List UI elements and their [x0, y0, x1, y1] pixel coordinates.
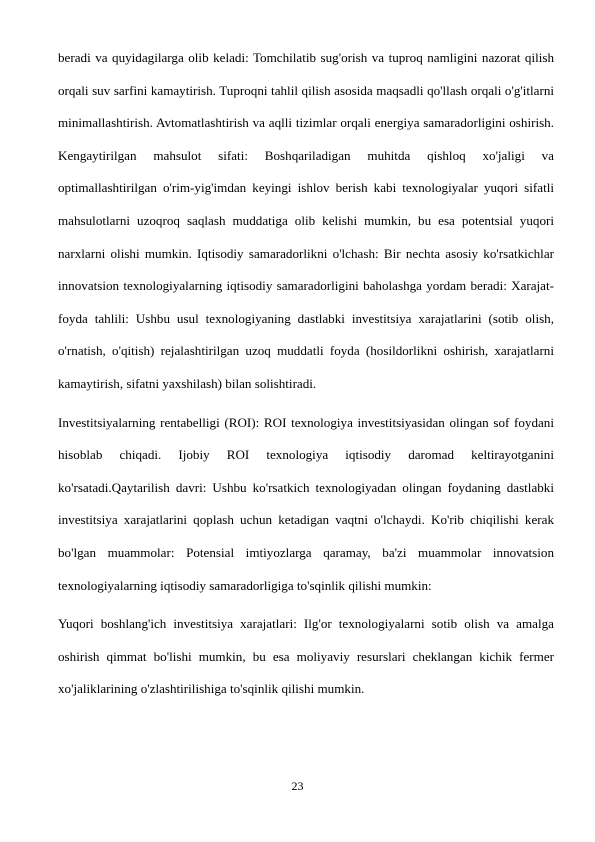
paragraph-1: beradi va quyidagilarga olib keladi: Tomchilatib sug'orish va tuproq namligini nazorat qilish orqali suv sarfini kamaytirish. Tuproqni tahlil qilish asosida maqsadli qo'llash orqali o'g'itlarni minimallashtirish. Avtomatlashtirish va aqlli tizimlar orqali energiya samaradorligini oshirish. Kengaytirilgan mahsulot sifati: Boshqariladigan muhitda qishloq xo'jaligi va optimallashtirilgan o'rim-yig'imdan keyingi ishlov berish kabi texnologiyalar yuqori sifatli mahsulotlarni uzoqroq saqlash muddatiga olib kelishi mumkin, bu esa potentsial yuqori narxlarni olishi mumkin. Iqtisodiy samaradorlikni o'lchash: Bir nechta asosiy ko'rsatkichlar innovatsion texnologiyalarning iqtisodiy samaradorligini baholashga yordam beradi: Xarajat-foyda tahlili: Ushbu usul texnologiyaning dastlabki investitsiya xarajatlarini (sotib olish, o'rnatish, o'qitish) rejalashtirilgan uzoq muddatli foyda (hosildorlikni oshirish, xarajatlarni kamaytirish, sifatni yaxshilash) bilan solishtiradi. [58, 50, 554, 391]
page-number: 23 [291, 779, 304, 793]
paragraph-3: Yuqori boshlang'ich investitsiya xarajatlari: Ilg'or texnologiyalarni sotib olish va amalga oshirish qimmat bo'lishi mumkin, bu esa moliyaviy resurslari cheklangan kichik fermer xo'jaliklarining o'zlashtirilishiga to'sqinlik qilishi mumkin. [58, 616, 554, 697]
paragraph-2: Investitsiyalarning rentabelligi (ROI): ROI texnologiya investitsiyasidan olingan sof foydani hisoblab chiqadi. Ijobiy ROI texnologiya iqtisodiy daromad keltirayotganini ko'rsatadi.Qaytarilish davri: Ushbu ko'rsatkich texnologiyadan olingan foydaning dastlabki investitsiya xarajatlarini qoplash uchun ketadigan vaqtni o'lchaydi. Ko'rib chiqilishi kerak bo'lgan muammolar: Potensial imtiyozlarga qaramay, ba'zi muammolar innovatsion texnologiyalarning iqtisodiy samaradorligiga to'sqinlik qilishi mumkin: [58, 414, 554, 593]
page-body [58, 42, 554, 706]
